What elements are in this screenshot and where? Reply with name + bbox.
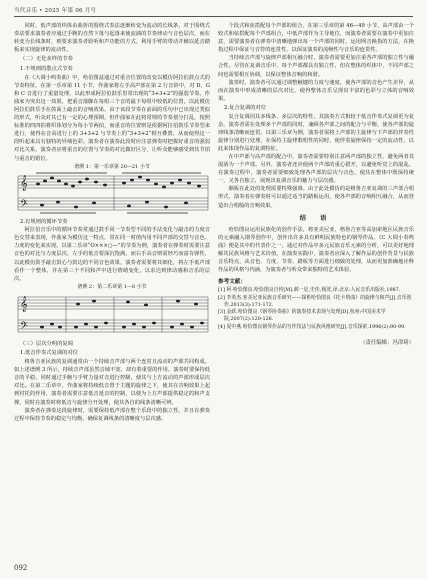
subsection-heading: 1.低音伴奏式复调的对位 xyxy=(20,350,79,357)
section-heading: （二）无化多样的节奏 xyxy=(20,56,73,63)
subsection-heading: 2.复合复调的对位 xyxy=(224,104,267,111)
right-column xyxy=(218,22,414,560)
body-paragraph: 格鲁吉亚民族的复调通常由一个持续音声部与两个连贯且流动的声部共同构成。如上述谱例 3 所示，持续音声部虽然音域不宽，却有着重要的作用。演奏时要保持低音的平稳，同时通过手腕与手臂力量对音进行控制，使其与上方流动的声部形成层次对比。在第二乐章中，作曲家将持续低音置于主题的旋律之下，使其在音响效果上起到衬托的作用，演奏者需要注意低音延音的控制，以便为上方声部提供稳定的和声支撑，同时在演奏时将低音与旋律分开处理，使其各自的线条清晰可辨。 xyxy=(14,359,210,406)
body-paragraph: 演奏者在弹奏这段旋律时，需要保持低声部在整个乐段中的独立性，并且在弹奏过程中保持节奏的稳定与均衡，确保复调线条的清晰度与层次感。 xyxy=(14,407,210,422)
reference-item: [4] 夏中燕.哈恰图良钢琴作品的写作技法与民族风格研究[J].音乐探索,1996(2):90-99. xyxy=(218,323,406,330)
figure-caption: 谱例 2：第二乐章第 1—8 小节 xyxy=(77,283,147,290)
svg-text:𝄞: 𝄞 xyxy=(20,175,28,191)
journal-header: 当代音乐 • 2025 年第 06 月号 xyxy=(14,8,97,14)
body-paragraph: 个段式和弦搭配每个声部的组合。在第三乐章的第 46—49 小节，高声部由一个较式和弦搭配每个声部组合，中低声部作为主导地位，而演奏者需要在演奏中更加注意，需要演奏者在弹奏中清晰地弹出每一个声部的同时，运用网音换指的方法，在换指过程中保证与音符的连贯性，以保证演奏的流畅性与音乐的连贯性。 xyxy=(218,23,414,54)
subsection-heading: 2.有规则的循环节奏 xyxy=(20,218,68,225)
svg-text:𝄢: 𝄢 xyxy=(20,319,28,334)
figure-caption: 谱例 1：第一乐章第 20—21 小节 xyxy=(74,163,150,170)
conclusion-heading: 结 语 xyxy=(299,214,333,222)
svg-text:𝄢: 𝄢 xyxy=(20,197,28,212)
body-paragraph: 在《大调小鸣奏曲》中，哈伯图兹通过对重音位置的改变以模仿阿拉伯鼓点式的节奏特征。在第一乐章第 11 小节，作曲家将左手高声部在第 2 行音阶中，对 D、G 和 C 音进行了重量处理，以此形成阿拉伯鼓乐里常出现的“3+3+2”的强弱节奏。作曲家为突出这一效果，把重音落脚在每组三个音的最下每组中较低的位置，以此模仿阿拉伯鼓乐手在鼓面上敲击的音响效果。由于该段节奏在前面的乐句中已出现过类似的形式，听众对其已有一定的心理预期，但作曲家在此将常规的节奏划分打乱，按照标准的四四拍将织体划分为每小节两拍，而重音的位置则是依据阿拉伯鼓乐节奏型来进行，使得在音高进行上的 3+3+2 与节奏上的“3+3+2”相互叠置，从而使得这一段听起来具有独特的异域色彩。演奏者在演奏此段时应注意弹奏时把握好重音的强弱对比关系，演奏者应将重音的位置与节奏的对比做好区分，让听众能够感受到其节拍与重音的错位。 xyxy=(14,74,210,162)
reference-item: [1] 阿·哈恰图良.哈恰图良自传[M].郝一星,史佳,杨洸,译.北京:人民音乐出版社,1987. xyxy=(218,287,401,294)
page-number: 092 xyxy=(14,564,28,572)
references-heading: 参考文献： xyxy=(218,279,246,286)
body-paragraph: 阿拉伯音乐中的循环节奏常通过鼓手同一节奏型不同的手法变化与敲击的力度音色交替来表现，作曲家为模仿这一特点，常在同一时值内用不同声部的交替与音色、力度的变化来实现。以第二乐章“O×××○—”的节奏为例，演奏者在弹奏时需要注意音色的对比与力度层次，左手的低音要深沉饱满，而右手高音则需轻巧而富有弹性，以此模仿鼓手敲击鼓心与鼓边的不同音色效果。演奏者需要将其细化，将左手低声部看作一个整体，并在第三个不同和声中进行情绪变化，以求达到律动感和音乐的层次。 xyxy=(14,227,210,282)
subsection-heading: 1.不规则的散点式节奏 xyxy=(20,65,73,72)
reference-item: [3] 金跃.哈恰图良《钢琴协奏曲》的演奏技术表现与处理[D].杭州:中国美术学院,2007(2):120-126. xyxy=(218,309,386,323)
body-paragraph: 演奏时，演奏者可以通过调整触键的力度与速度，使各声部的音色产生差异，从而在演奏中形成清晰的层次对比，使得整体音乐呈现出丰富的色彩与立体的音响效果。 xyxy=(218,79,414,102)
body-paragraph: 哈恰图良运用民族化的创作手法，将亚美尼亚、格鲁吉亚等高加索地区民族音乐的元素融入钢琴创作中，创作出许多具有鲜明民族特色的钢琴作品。《C 大调小奏鸣曲》便是其中的代表作之一。通过对作品中多元民族音乐元素的分析，可以更好地理解其民族风格与艺术价值。在演奏实践中，演奏者应深入了解作品的创作背景与民族音乐特点，从音色、力度、节奏、踏板等方面进行细致的处理，从而更加准确地诠释作品的风格与内涵，为演奏者与听众带来独特的艺术体验。 xyxy=(218,226,414,274)
section-heading: （三）层次分明的复调 xyxy=(20,340,73,347)
body-paragraph: 当持续音声部与旋律声部相互融合时，演奏者需要更加注重各声部的独立性与融合性。尽管在复调音乐中，每个声部都具有独立性，但在整体的织体中，不同声部之间也需要相互协调，以保证整体音响的和谐。 xyxy=(218,55,414,78)
body-paragraph: 在中声部与高声部的配合中，演奏者需要特别注意两声部的独立性，避免两者其混淆为一个声部。另外，演奏者还应使两个声部的重心错开，以避免听觉上的混乱。在演奏过程中，演奏者需要细致处理各声部的层次与音色，使其在整体中既保持统一，又各自独立，展现出复调音乐的魅力与层次感。 xyxy=(218,154,414,185)
left-column xyxy=(14,22,210,560)
music-score-figure-2 xyxy=(14,292,210,338)
body-paragraph: 同时，低声部的织体由曲折的围绕式奏法逐渐转变为流动的长线条，对于围绕式奏法要求演奏者应通过手腕的自然下落与起落来使流淌的节奏律动与音色层次，而在转变为长线条时，则要求演奏者聆听和声功能的方式，利用手臂的带动并辅以延音踏板来实现旋律的流动性。 xyxy=(14,23,210,54)
reference-item: [2] 李英杰.亚美尼亚民族音乐研究——探析哈恰图良《托卡塔曲》的旋律与和声[J].音乐创作,2013(3):171-172. xyxy=(218,294,412,308)
svg-text:𝄞: 𝄞 xyxy=(20,296,28,312)
editor-credit: （责任编辑：冯津琦） xyxy=(360,340,414,346)
body-paragraph: 颇板在此处的处理需要特殊强调。由于此处模仿的是格鲁吉亚复调的三声部合唱形式，演奏者在弹奏时可以通过适当的踏板运用，使各声部的音响相互融合，从而营造出合唱般的音响效果。 xyxy=(218,186,414,209)
header-rule xyxy=(14,16,413,17)
body-paragraph: 复合复调因其多线条、多层次的特性，其演奏方式相较于低音伴奏式复调更为复杂。演奏者需在处理多个声部的同时，兼顾各声部之间的配合与平衡，使各声部的旋律线条清晰而连贯。以第三乐章为例，演奏者需将上声部的主旋律与下声部的伴奏性旋律分别进行处理，在保持主旋律歌唱性的同时，使伴奏旋律保持一定的流动性，以此来体现作品的复调特征。 xyxy=(218,113,414,152)
music-score-figure-1 xyxy=(14,172,210,216)
